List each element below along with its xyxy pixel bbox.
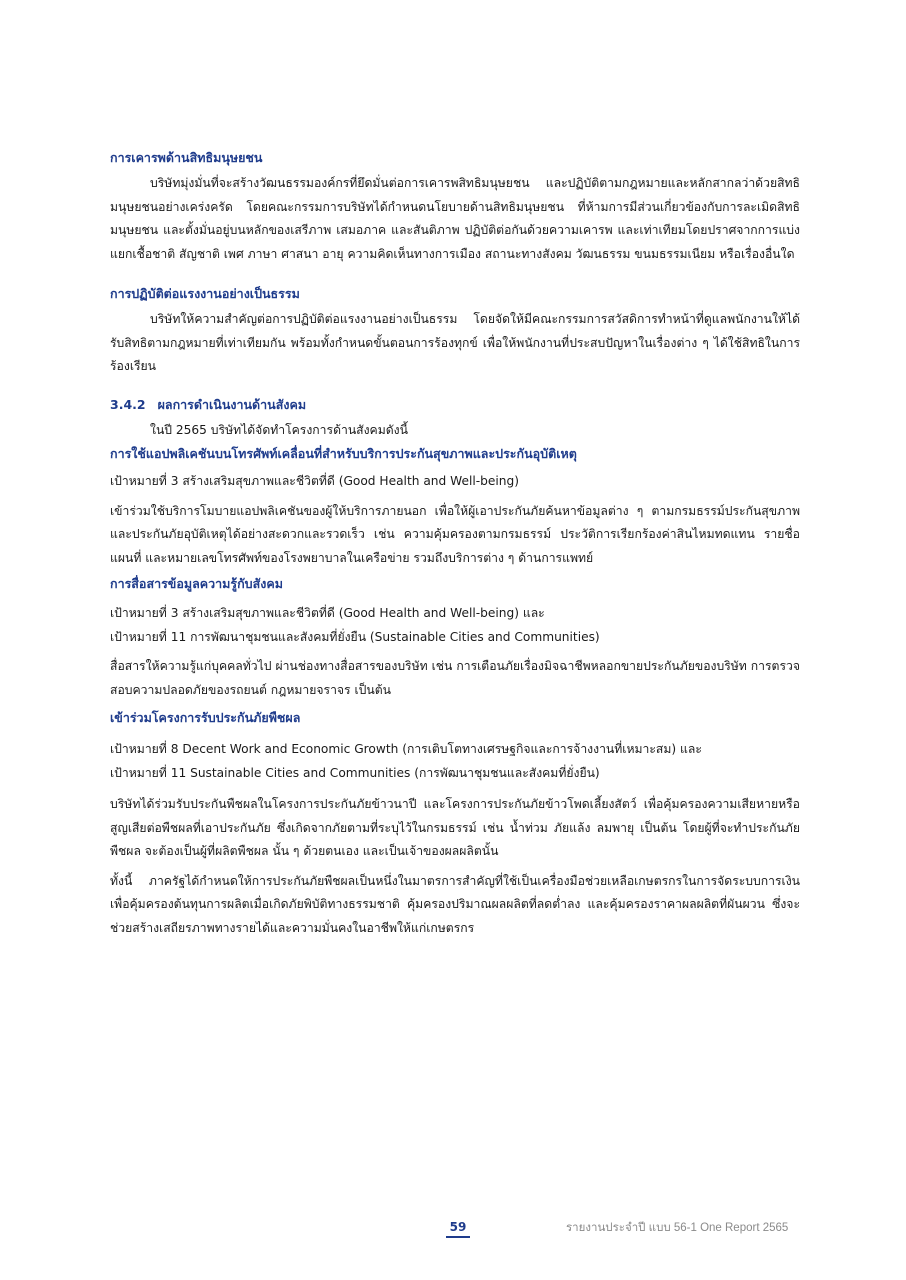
goal-knowledge-2: เป้าหมายที่ 11 การพัฒนาชุมชนและสังคมที่ยั่งยืน (Sustainable Cities and Communities): [110, 629, 600, 644]
goal-crop-1: เป้าหมายที่ 8 Decent Work and Economic Growth (การเติบโตทางเศรษฐกิจและการจ้างงานที่เหมาะสม) และ: [110, 742, 702, 756]
goal-knowledge-1: เป้าหมายที่ 3 สร้างเสริมสุขภาพและชีวิตที่ดี (Good Health and Well-being) และ: [110, 606, 545, 620]
heading-crop-project: เข้าร่วมโครงการรับประกันภัยพืชผล: [110, 710, 301, 725]
section-number: 3.4.2: [110, 396, 146, 412]
paragraph-fair-labor: บริษัทให้ความสำคัญต่อการปฏิบัติต่อแรงงานอย่างเป็นธรรม โดยจัดให้มีคณะกรรมการสวัสดิการทำหน้าที่ดูแลพนักงานให้ได้รับสิทธิตามกฎหมายที่เท่าเทียมกัน พร้อมทั้งกำหนดขั้นตอนการร้องทุกข์ เพื่อให้พนักงานที่ประสบปัญหาในเรื่องต่าง ๆ ได้ใช้สิทธิในการร้องเรียน: [110, 312, 800, 373]
heading-fair-labor: การปฏิบัติต่อแรงงานอย่างเป็นธรรม: [110, 286, 300, 301]
paragraph-social-intro: ในปี 2565 บริษัทได้จัดทำโครงการด้านสังคมดังนี้: [150, 422, 408, 437]
paragraph-app-project: เข้าร่วมใช้บริการโมบายแอปพลิเคชันของผู้ให้บริการภายนอก เพื่อให้ผู้เอาประกันภัยค้นหาข้อมูลต่าง ๆ ตามกรมธรรม์ประกันสุขภาพและประกันภัยอุบัติเหตุได้อย่างสะดวกและรวดเร็ว เช่น ความคุ้มครองตามกรมธรรม์ ประวัติการเรียกร้องค่าสินไหมทดแทน รายชื่อ แผนที่ และหมายเลขโทรศัพท์ของโรงพยาบาลในเครือข่าย รวมถึงบริการต่าง ๆ ด้านการแพทย์: [110, 503, 800, 565]
section-heading-social: [110, 395, 800, 415]
section-title: ผลการดำเนินงานด้านสังคม: [157, 396, 307, 412]
heading-knowledge-project: การสื่อสารข้อมูลความรู้กับสังคม: [110, 576, 283, 591]
goal-app-1: เป้าหมายที่ 3 สร้างเสริมสุขภาพและชีวิตที่ดี (Good Health and Well-being): [110, 474, 519, 488]
paragraph-knowledge-project: สื่อสารให้ความรู้แก่บุคคลทั่วไป ผ่านช่องทางสื่อสารของบริษัท เช่น การเตือนภัยเรื่องมิจฉาชีพหลอกขายประกันภัยของบริษัท การตรวจสอบความปลอดภัยของรถยนต์ กฎหมายจราจร เป็นต้น: [110, 659, 800, 697]
paragraph-human-rights: บริษัทมุ่งมั่นที่จะสร้างวัฒนธรรมองค์กรที่ยึดมั่นต่อการเคารพสิทธิมนุษยชน และปฏิบัติตามกฎหมายและหลักสากลว่าด้วยสิทธิมนุษยชนอย่างเคร่งครัด โดยคณะกรรมการบริษัทได้กำหนดนโยบายด้านสิทธิมนุษยชน ที่ห้ามการมีส่วนเกี่ยวข้องกับการละเมิดสิทธิมนุษยชน และตั้งมั่นอยู่บนหลักของเสรีภาพ เสมอภาค และสันติภาพ ปฏิบัติต่อกันด้วยความเคารพ และเท่าเทียมโดยปราศจากการแบ่งแยกเชื้อชาติ สัญชาติ เพศ ภาษา ศาสนา อายุ ความคิดเห็นทางการเมือง สถานะทางสังคม วัฒนธรรม ขนมธรรมเนียม หรือเรื่องอื่นใด: [110, 176, 800, 261]
page-content: [110, 148, 800, 940]
goal-crop-2: เป้าหมายที่ 11 Sustainable Cities and Communities (การพัฒนาชุมชนและสังคมที่ยั่งยืน): [110, 765, 600, 780]
paragraph-crop-1: บริษัทได้ร่วมรับประกันพืชผลในโครงการประกันภัยข้าวนาปี และโครงการประกันภัยข้าวโพดเลี้ยงสัตว์ เพื่อคุ้มครองความเสียหายหรือสูญเสียต่อพืชผลที่เอาประกันภัย ซึ่งเกิดจากภัยตามที่ระบุไว้ในกรมธรรม์ เช่น น้ำท่วม ภัยแล้ง ลมพายุ เป็นต้น โดยผู้ที่จะทำประกันภัยพืชผล จะต้องเป็นผู้ที่ผลิตพืชผล นั้น ๆ ด้วยตนเอง และเป็นเจ้าของผลผลิตนั้น: [110, 797, 800, 858]
page-number: 59: [446, 1219, 470, 1238]
heading-human-rights: การเคารพด้านสิทธิมนุษยชน: [110, 150, 263, 165]
report-title: รายงานประจำปี แบบ 56-1 One Report 2565: [566, 1222, 789, 1234]
paragraph-crop-2: ทั้งนี้ ภาครัฐได้กำหนดให้การประกันภัยพืชผลเป็นหนึ่งในมาตรการสำคัญที่ใช้เป็นเครื่องมือช่วยเหลือเกษตรกรในการจัดระบบการเงิน เพื่อคุ้มครองต้นทุนการผลิตเมื่อเกิดภัยพิบัติทางธรรมชาติ คุ้มครองปริมาณผลผลิตที่ลดต่ำลง และคุ้มครองราคาผลผลิตที่ผันผวน ซึ่งจะช่วยสร้างเสถียรภาพทางรายได้และความมั่นคงในอาชีพให้แก่เกษตรกร: [110, 873, 800, 935]
heading-app-project: การใช้แอปพลิเคชันบนโทรศัพท์เคลื่อนที่สำหรับบริการประกันสุขภาพและประกันอุบัติเหตุ: [110, 446, 577, 461]
